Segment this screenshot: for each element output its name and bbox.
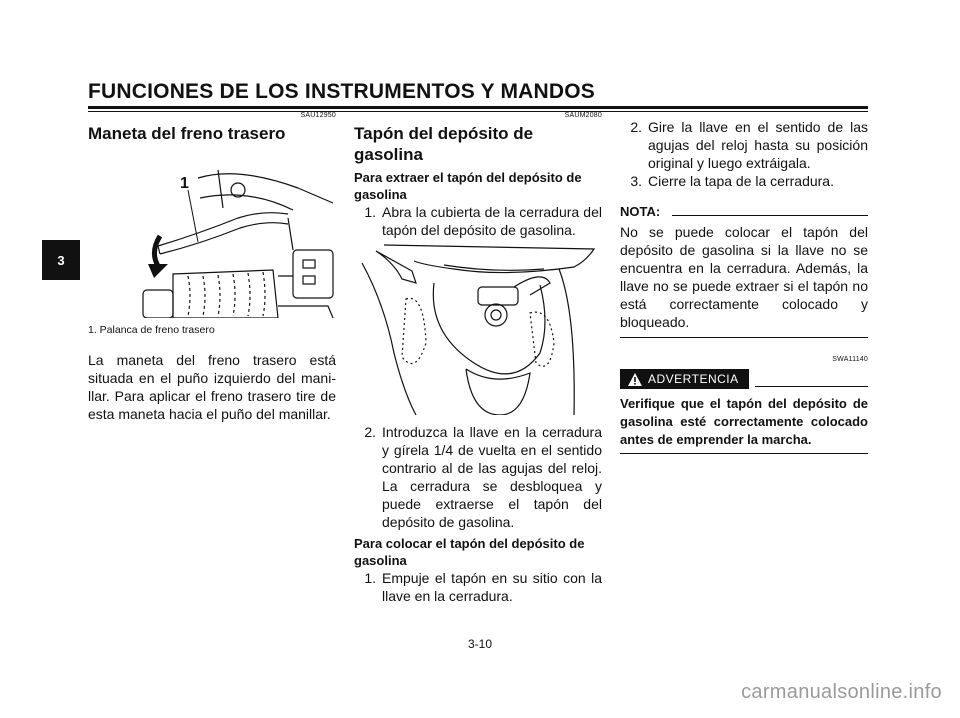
step-remove-2: 2. Introduzca la llave en la cerradura y gírela 1/4 de vuelta en el sentido contrario al de las agujas del reloj. La cerradura se desbloquea y puede extraerse el tapón del depósito de gasolina.: [364, 424, 602, 530]
warning-rule: [755, 386, 868, 387]
warning-text: Verifique que el tapón del depósito de gasolina esté correctamente colocado antes de emprender la marcha.: [620, 396, 868, 447]
step-remove-1: 1. Abra la cubierta de la cerradura del tapón del depósito de gasolina.: [364, 204, 602, 238]
note-bottom-rule: [620, 337, 868, 338]
figure-caption: 1. Palanca de freno trasero: [88, 324, 215, 336]
note-header: [620, 204, 868, 219]
heading-fuel-cap: Tapón del depósito de gasolina: [354, 124, 534, 164]
note-text: No se puede colocar el tapón del depósito de gasolina si la llave no se encuentra en la cerradura. Además, la llave no se puede extraer si el tapón no está correctamente colocado y bloqueado.: [620, 224, 868, 330]
column-fuel-cap-continued: [620, 118, 868, 454]
watermark: carmanualsonline.info: [741, 681, 942, 703]
header-rule: [88, 106, 868, 109]
note-rule: [672, 215, 868, 216]
chapter-tab: 3: [42, 240, 80, 280]
heading-rear-brake: Maneta del freno trasero: [88, 124, 286, 143]
subheading-remove-cap: Para extraer el tapón del depósito de gasolina: [354, 170, 582, 202]
warning-badge: [620, 369, 749, 389]
warning-triangle-icon: [628, 373, 642, 386]
step-install-3: 3. Cierre la tapa de la cerradura.: [630, 173, 834, 189]
step-install-2: 2. Gire la llave en el sentido de las agujas del reloj hasta su posición original y luego extráigala.: [630, 119, 868, 171]
page-number: 3-10: [467, 637, 493, 651]
brake-lever-illustration: [88, 148, 336, 318]
rear-brake-description: La maneta del freno trasero está situada en el puño izquierdo del manillar. Para aplicar el freno trasero tire de esta maneta hacia el puño del manillar.: [88, 352, 336, 422]
column-fuel-cap: [354, 112, 602, 605]
warning-label: ADVERTENCIA: [648, 372, 739, 386]
column-rear-brake: [88, 112, 336, 423]
section-code: SAUM2080: [564, 112, 602, 119]
figure-callout: 1: [180, 175, 189, 192]
warning-header: [620, 369, 868, 389]
subheading-install-cap: Para colocar el tapón del depósito de gasolina: [354, 536, 585, 568]
fuel-cap-illustration: [354, 243, 602, 415]
step-install-1: 1. Empuje el tapón en su sitio con la llave en la cerradura.: [364, 570, 602, 604]
warning-code: SWA11140: [832, 356, 868, 363]
section-code: SAU12950: [300, 112, 336, 119]
section-title: FUNCIONES DE LOS INSTRUMENTOS Y MANDOS: [88, 80, 595, 103]
note-label: NOTA:: [620, 204, 661, 219]
page-header: [88, 80, 868, 104]
warning-bottom-rule: [620, 453, 868, 454]
pull-arrow-icon: [148, 236, 168, 278]
